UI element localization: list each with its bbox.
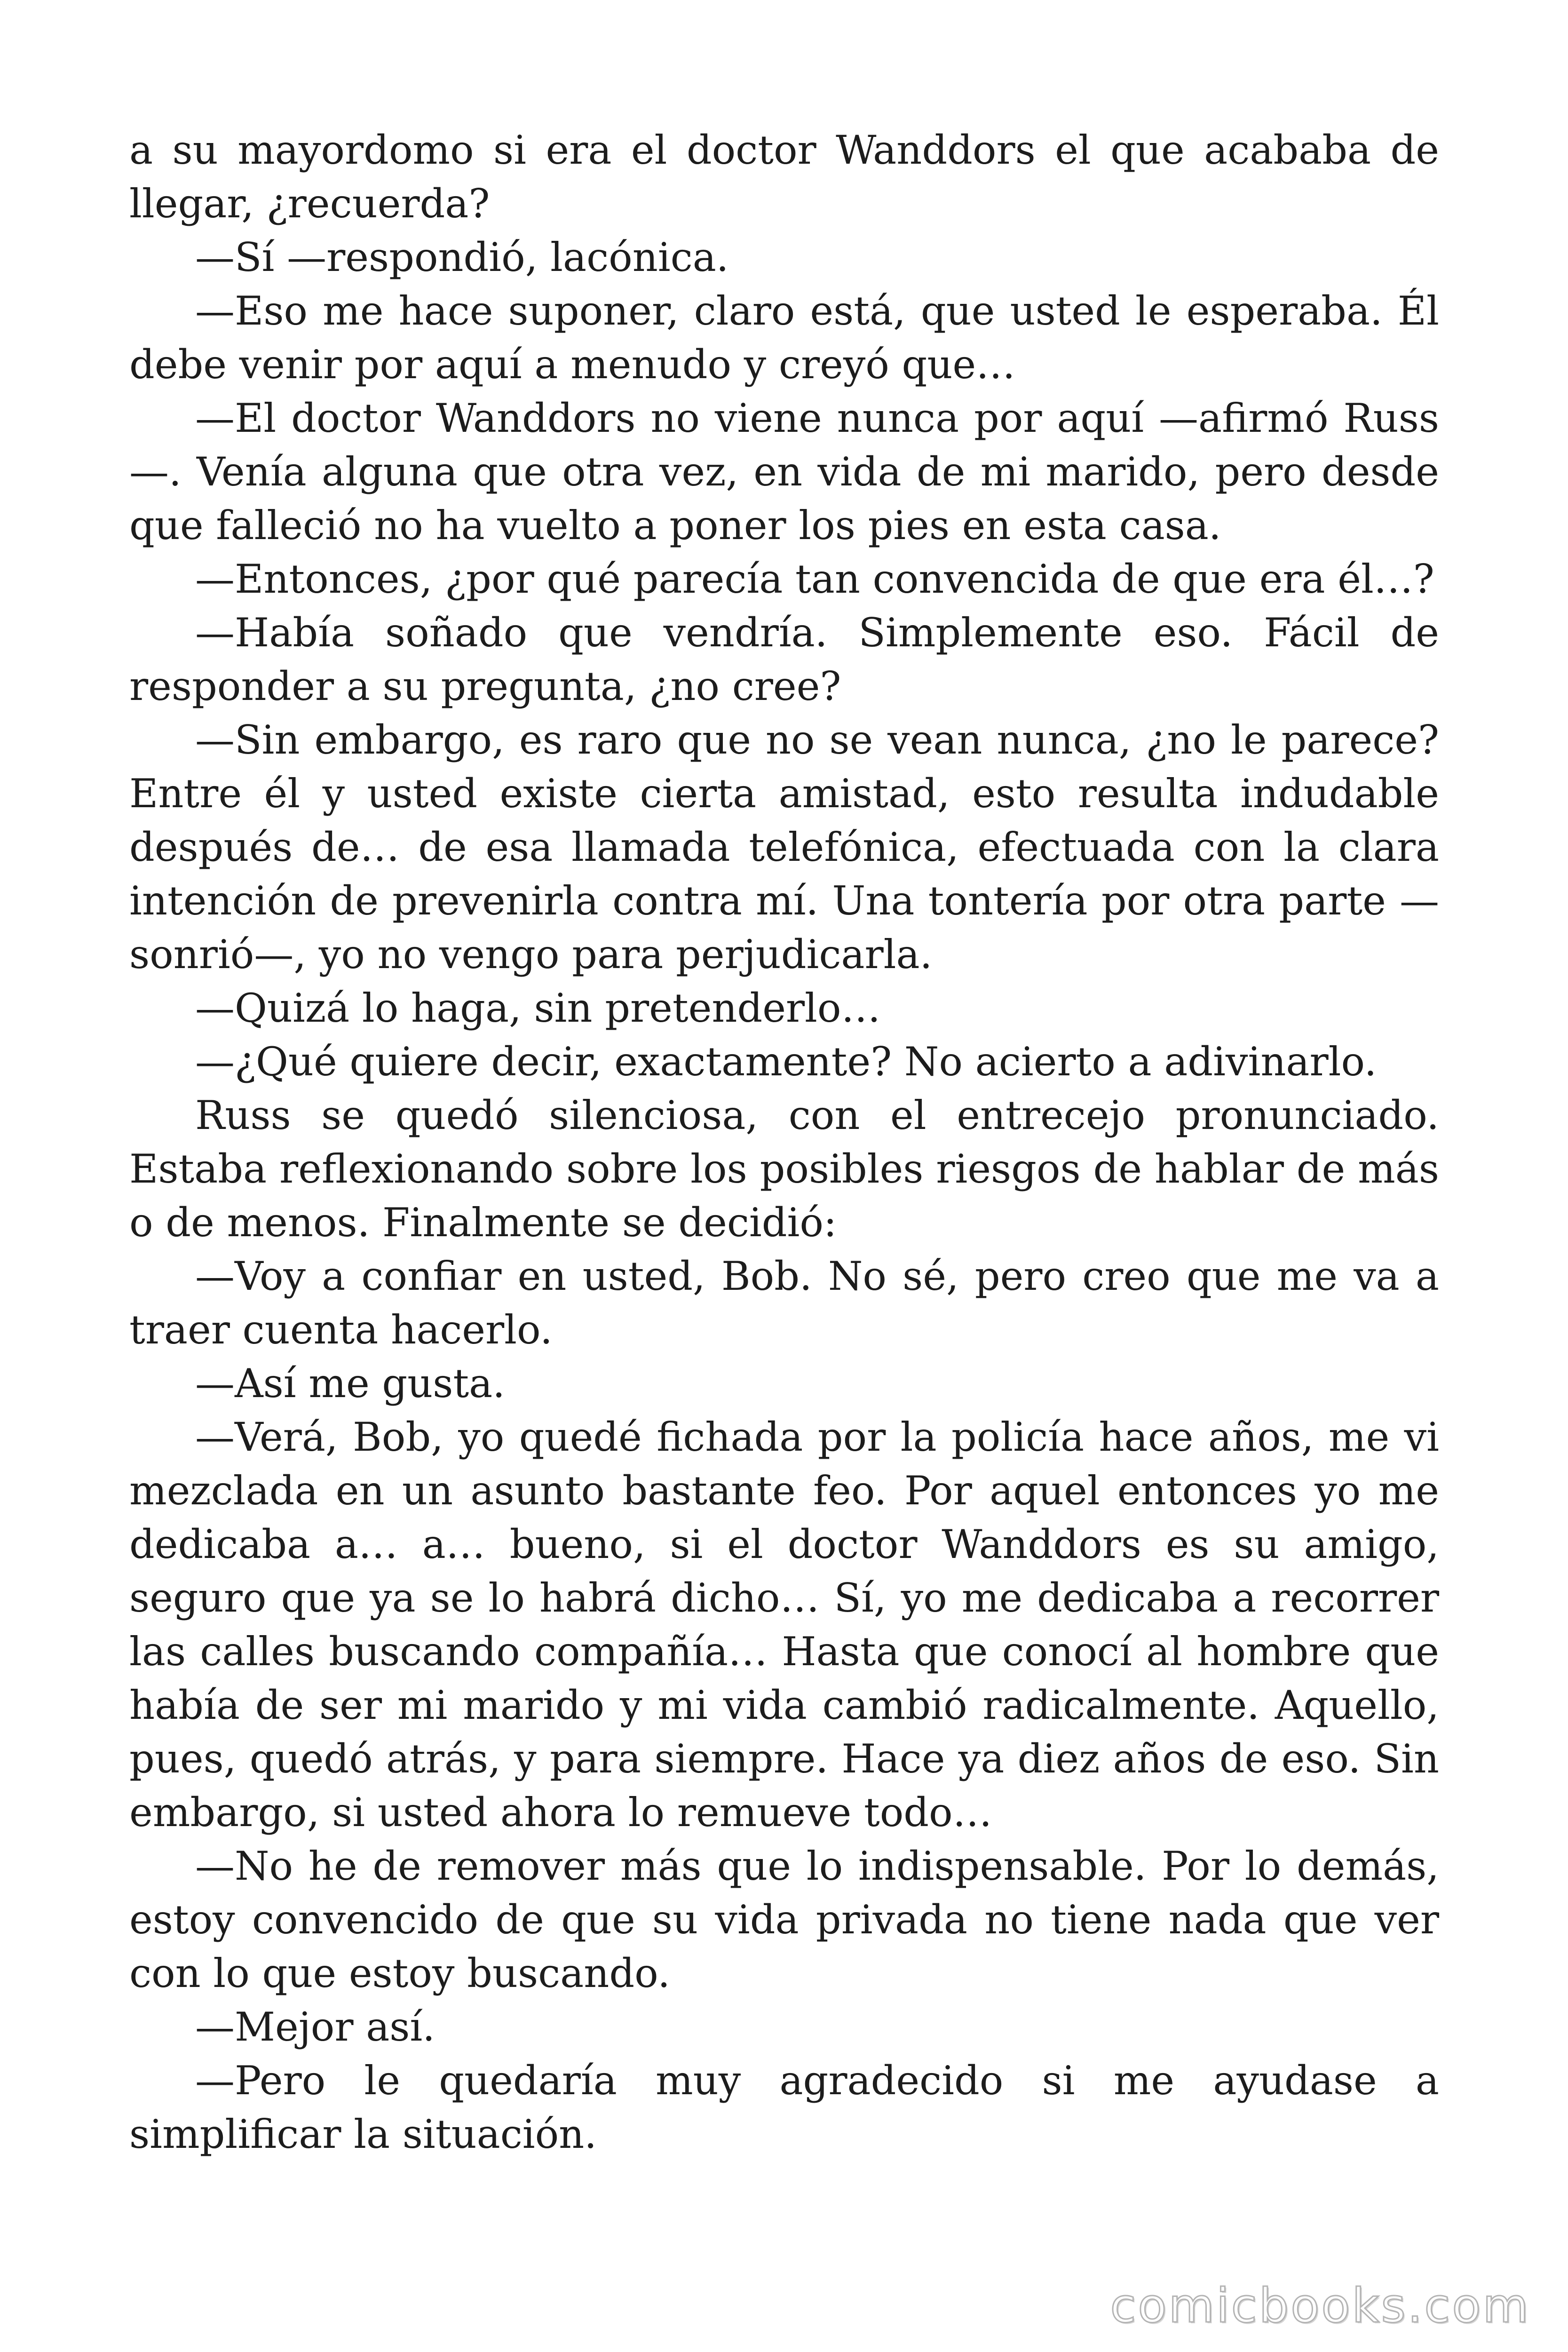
paragraph: —El doctor Wanddors no viene nunca por aquí —afirmó Russ—. Venía alguna que otra vez, en vida de mi marido, pero desde que falleció no ha vuelto a poner los pies en esta casa.	[129, 395, 1439, 548]
watermark: comicbooks.com	[1110, 2278, 1530, 2333]
paragraph: —Sin embargo, es raro que no se vean nunca, ¿no le parece? Entre él y usted existe cierta amistad, esto resulta indudable después de… de esa llamada telefónica, efectuada con la clara intención de prevenirla contra mí. Una tontería por otra parte —sonrió—, yo no vengo para perjudicarla.	[129, 717, 1439, 977]
paragraph: —Sí —respondió, lacónica.	[195, 234, 729, 280]
paragraph: —Mejor así.	[195, 2004, 435, 2050]
paragraph: —Entonces, ¿por qué parecía tan convencida de que era él…?	[195, 556, 1434, 602]
paragraph: —¿Qué quiere decir, exactamente? No acierto a adivinarlo.	[195, 1039, 1377, 1085]
paragraph: a su mayordomo si era el doctor Wanddors el que acababa de llegar, ¿recuerda?	[129, 127, 1439, 227]
paragraph: —Había soñado que vendría. Simplemente eso. Fácil de responder a su pregunta, ¿no cree?	[129, 610, 1439, 709]
paragraph: —Eso me hace suponer, claro está, que usted le esperaba. Él debe venir por aquí a menudo y creyó que…	[129, 288, 1439, 388]
paragraph: —Voy a confiar en usted, Bob. No sé, pero creo que me va a traer cuenta hacerlo.	[129, 1253, 1439, 1353]
paragraph: —Quizá lo haga, sin pretenderlo…	[195, 985, 881, 1031]
body-text	[129, 123, 1439, 2161]
paragraph: —No he de remover más que lo indispensable. Por lo demás, estoy convencido de que su vida privada no tiene nada que ver con lo que estoy buscando.	[129, 1843, 1439, 1996]
paragraph: —Pero le quedaría muy agradecido si me ayudase a simplificar la situación.	[129, 2058, 1439, 2157]
paragraph: —Verá, Bob, yo quedé fichada por la policía hace años, me vi mezclada en un asunto bastante feo. Por aquel entonces yo me dedicaba a… a… bueno, si el doctor Wanddors es su amigo, seguro que ya se lo habrá dicho… Sí, yo me dedicaba a recorrer las calles buscando compañía… Hasta que conocí al hombre que había de ser mi marido y mi vida cambió radicalmente. Aquello, pues, quedó atrás, y para siempre. Hace ya diez años de eso. Sin embargo, si usted ahora lo remueve todo…	[129, 1414, 1439, 1836]
paragraph: —Así me gusta.	[195, 1360, 505, 1406]
paragraph: Russ se quedó silenciosa, con el entrecejo pronunciado. Estaba reflexionando sobre los posibles riesgos de hablar de más o de menos. Finalmente se decidió:	[129, 1092, 1439, 1246]
